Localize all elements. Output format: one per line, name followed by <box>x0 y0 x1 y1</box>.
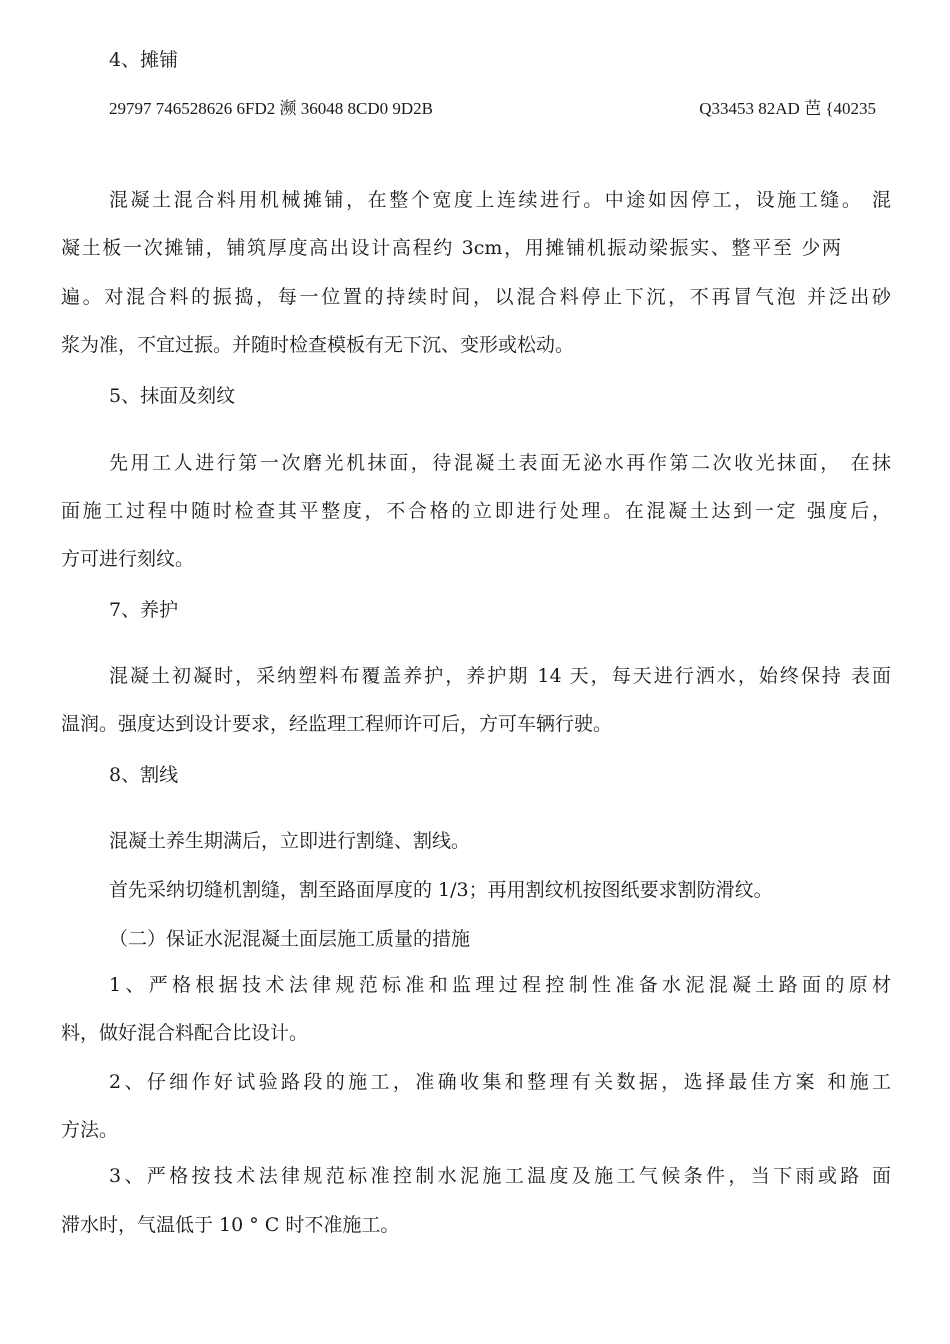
section-title: （二）保证水泥混凝土面层施工质量的措施 <box>109 928 471 950</box>
code-string-right: Q33453 82AD 芭 {40235 <box>699 99 876 118</box>
heading-curing: 7、养护 <box>109 599 179 621</box>
text-line: 温润。强度达到设计要求，经监理工程师许可后，方可车辆行驶。 <box>61 713 613 735</box>
code-string-left: 29797 746528626 6FD2 濒 36048 8CD0 9D2B <box>109 99 433 118</box>
text-line: 遍。对混合料的振捣，每一位置的持续时间，以混合料停止下沉，不再冒气泡 并泛出砂 <box>61 286 891 308</box>
text-line: 面施工过程中随时检查其平整度，不合格的立即进行处理。在混凝土达到一定 强度后， <box>61 500 891 522</box>
text-line: 方可进行刻纹。 <box>61 548 195 570</box>
text-line: 凝土板一次摊铺，铺筑厚度高出设计高程约 3cm，用摊铺机振动梁振实、整平至 少两 <box>61 237 841 259</box>
text-line: 1、严格根据技术法律规范标准和监理过程控制性准备水泥混凝土路面的原材 <box>109 974 891 996</box>
heading-cutting: 8、割线 <box>109 764 179 786</box>
text-line: 混凝土初凝时，采纳塑料布覆盖养护，养护期 14 天，每天进行洒水，始终保持 表面 <box>109 665 891 687</box>
heading-paving: 4、摊铺 <box>109 49 179 71</box>
text-line: 先用工人进行第一次磨光机抹面，待混凝土表面无泌水再作第二次收光抹面， 在抹 <box>109 452 891 474</box>
text-line: 方法。 <box>61 1119 119 1141</box>
text-line: 2、仔细作好试验路段的施工，准确收集和整理有关数据，选择最佳方案 和施工 <box>109 1071 891 1093</box>
heading-finishing: 5、抹面及刻纹 <box>109 385 236 407</box>
text-line: 混凝土混合料用机械摊铺，在整个宽度上连续进行。中途如因停工，设施工缝。 混 <box>109 189 891 211</box>
text-line: 3、严格按技术法律规范标准控制水泥施工温度及施工气候条件，当下雨或路 面 <box>109 1165 891 1187</box>
text-line: 滞水时，气温低于 10 ° C 时不准施工。 <box>61 1214 400 1236</box>
text-line: 料，做好混合料配合比设计。 <box>61 1022 309 1044</box>
text-line: 首先采纳切缝机割缝，割至路面厚度的 1/3；再用割纹机按图纸要求割防滑纹。 <box>109 879 773 901</box>
text-line: 浆为准，不宜过振。并随时检查模板有无下沉、变形或松动。 <box>61 334 575 356</box>
text-line: 混凝土养生期满后，立即进行割缝、割线。 <box>109 830 471 852</box>
